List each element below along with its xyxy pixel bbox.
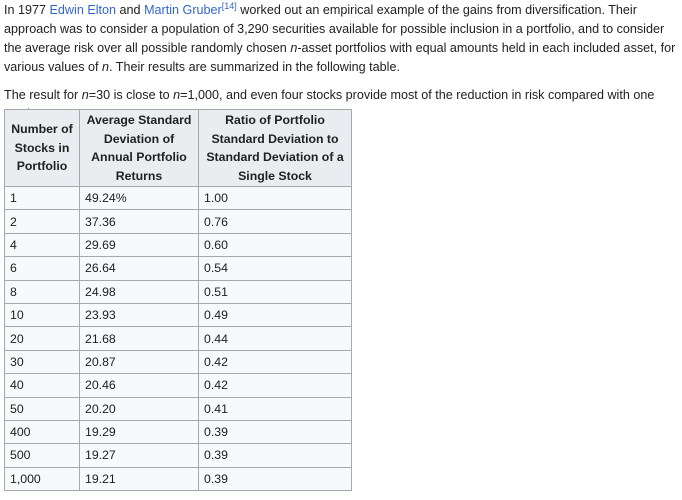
cell-std-dev: 29.69 xyxy=(80,233,199,256)
cell-stocks: 400 xyxy=(5,420,80,443)
result-text-2: =30 is close to xyxy=(88,88,174,102)
intro-paragraph xyxy=(4,0,678,77)
cell-ratio: 0.54 xyxy=(199,257,352,280)
cell-std-dev: 26.64 xyxy=(80,257,199,280)
cell-ratio: 0.39 xyxy=(199,444,352,467)
cell-ratio: 0.51 xyxy=(199,280,352,303)
table-row xyxy=(5,303,352,326)
result-text-3: =1,000, and even four stocks provide most of the reduction in risk compared with one xyxy=(180,88,655,102)
link-martin-gruber[interactable]: Martin Gruber xyxy=(144,3,222,17)
header-ratio: Ratio of Portfolio Standard Deviation to Standard Deviation of a Single Stock xyxy=(199,110,352,187)
cell-stocks: 1,000 xyxy=(5,467,80,490)
intro-variable-n: n xyxy=(290,41,298,55)
cell-ratio: 1.00 xyxy=(199,187,352,210)
cell-stocks: 1 xyxy=(5,187,80,210)
table-row xyxy=(5,210,352,233)
cell-std-dev: 49.24% xyxy=(80,187,199,210)
cell-std-dev: 24.98 xyxy=(80,280,199,303)
cell-std-dev: 23.93 xyxy=(80,303,199,326)
cell-std-dev: 19.27 xyxy=(80,444,199,467)
table-row xyxy=(5,420,352,443)
cell-std-dev: 20.46 xyxy=(80,374,199,397)
table-header-row xyxy=(5,110,352,187)
cell-stocks: 2 xyxy=(5,210,80,233)
intro-text-5: . Their results are summarized in the following table. xyxy=(109,60,400,74)
diversification-table xyxy=(4,109,352,491)
intro-text-2: and xyxy=(116,3,145,17)
cell-ratio: 0.39 xyxy=(199,467,352,490)
cell-stocks: 20 xyxy=(5,327,80,350)
cell-std-dev: 21.68 xyxy=(80,327,199,350)
result-variable-n: n xyxy=(173,88,181,102)
table-row xyxy=(5,350,352,373)
article-content xyxy=(4,0,678,124)
cell-stocks: 6 xyxy=(5,257,80,280)
cell-ratio: 0.60 xyxy=(199,233,352,256)
table-row xyxy=(5,187,352,210)
cell-stocks: 4 xyxy=(5,233,80,256)
table-row xyxy=(5,374,352,397)
cell-ratio: 0.49 xyxy=(199,303,352,326)
cell-stocks: 50 xyxy=(5,397,80,420)
table-row xyxy=(5,280,352,303)
cell-std-dev: 37.36 xyxy=(80,210,199,233)
cell-ratio: 0.42 xyxy=(199,350,352,373)
cell-stocks: 500 xyxy=(5,444,80,467)
cell-std-dev: 20.20 xyxy=(80,397,199,420)
link-edwin-elton[interactable]: Edwin Elton xyxy=(49,3,117,17)
table-row xyxy=(5,257,352,280)
cell-ratio: 0.39 xyxy=(199,420,352,443)
cell-stocks: 10 xyxy=(5,303,80,326)
cell-ratio: 0.76 xyxy=(199,210,352,233)
intro-text-4: -asset portfolios with equal amounts held in each included asset, for various values of xyxy=(4,41,676,74)
header-number-of-stocks: Number of Stocks in Portfolio xyxy=(5,110,80,187)
header-average-std-dev: Average Standard Deviation of Annual Portfolio Returns xyxy=(80,110,199,187)
intro-text-3: worked out an empirical example of the gains from diversification. Their approach was to consider a population of 3,290 securities available for possible inclusion in a portfolio, and to consider the average risk over all possible randomly chosen xyxy=(4,3,665,55)
intro-variable-n: n xyxy=(102,60,110,74)
cell-ratio: 0.42 xyxy=(199,374,352,397)
table-body xyxy=(5,187,352,491)
cell-stocks: 8 xyxy=(5,280,80,303)
table-row xyxy=(5,444,352,467)
cell-std-dev: 19.29 xyxy=(80,420,199,443)
cell-std-dev: 19.21 xyxy=(80,467,199,490)
table-row xyxy=(5,233,352,256)
table-row xyxy=(5,327,352,350)
cell-ratio: 0.44 xyxy=(199,327,352,350)
result-text-1: The result for xyxy=(4,88,82,102)
table-row xyxy=(5,397,352,420)
cell-stocks: 40 xyxy=(5,374,80,397)
cell-stocks: 30 xyxy=(5,350,80,373)
intro-text-1: In 1977 xyxy=(4,3,50,17)
result-variable-n: n xyxy=(81,88,89,102)
cell-std-dev: 20.87 xyxy=(80,350,199,373)
cell-ratio: 0.41 xyxy=(199,397,352,420)
reference-14-link[interactable]: [14] xyxy=(221,0,237,11)
table-row xyxy=(5,467,352,490)
